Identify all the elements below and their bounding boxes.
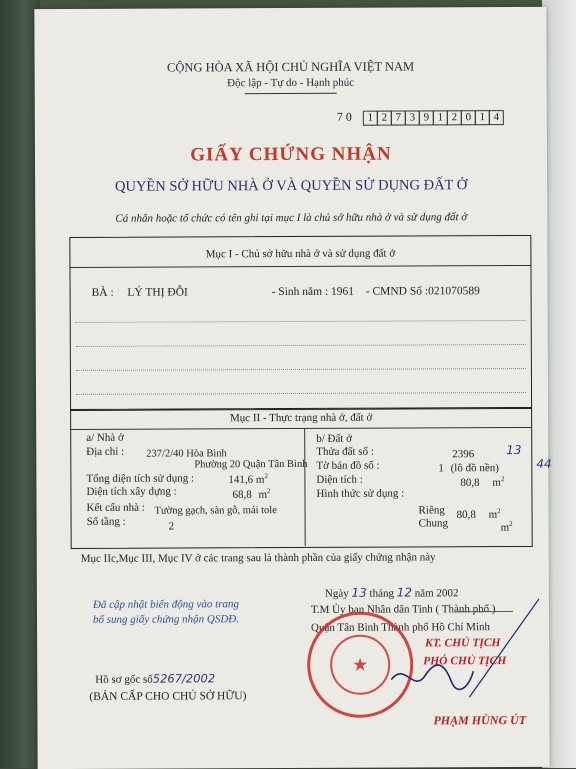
unit: m (501, 522, 510, 534)
serial-number (337, 109, 504, 126)
map-note: (lô đồ nền) (451, 462, 499, 474)
copy-for-owner: (BẢN CẤP CHO CHỦ SỞ HỮU) (89, 690, 246, 703)
serial-prefix: 7 0 (337, 110, 352, 124)
structure-label: Kết cấu nhà : (86, 502, 144, 514)
republic-heading: CỘNG HÒA XÃ HỘI CHỦ NGHĨA VIỆT NAM (35, 59, 547, 76)
unit: m (492, 477, 501, 489)
day-label: Ngày (325, 588, 349, 600)
total-area-value: 141,6 $m^2$ (228, 472, 268, 486)
owner-row (92, 286, 188, 298)
document-subtitle: QUYỀN SỞ HỮU NHÀ Ở VÀ QUYỀN SỬ DỤNG ĐẤT Ở (35, 177, 547, 196)
serial-digit: 3 (405, 110, 420, 125)
motto: Độc lập - Tự do - Hạnh phúc (35, 76, 547, 90)
owner-birth-id (272, 285, 480, 298)
serial-digit: 1 (475, 110, 490, 125)
intro-text: Cá nhân hoặc tổ chức có tên ghi tại mục I là chủ sở hữu nhà ở và sử dụng đất ở (35, 211, 547, 225)
build-area-number: 68,8 (232, 489, 251, 501)
land-area-number: 80,8 (460, 477, 479, 489)
month-value: 12 (397, 585, 412, 599)
serial-digit: 1 (433, 110, 448, 125)
total-area-label: Tổng diện tích sử dụng : (86, 472, 194, 484)
document-title: GIẤY CHỨNG NHẬN (35, 143, 547, 167)
role-deputy-label: KT. CHỦ TỊCH (425, 637, 500, 649)
structure-value: Tường gạch, sàn gỗ, mái tole (155, 505, 277, 517)
map-label: Tờ bản đồ số : (316, 460, 379, 472)
certificate-page (34, 7, 549, 769)
private-number: 80,8 (457, 509, 476, 521)
unit: m (489, 509, 498, 521)
unit: m (256, 474, 265, 486)
address-line1: 237/2/40 Hòa Bình (146, 448, 227, 459)
owner-prefix: BÀ : (92, 287, 114, 299)
month-label: tháng (369, 588, 394, 600)
land-area-label: Diện tích : (316, 474, 362, 486)
birth-label: - Sinh năm : (272, 286, 329, 298)
map-number: 1 (438, 462, 444, 474)
total-area-number: 141,6 (228, 474, 253, 486)
build-area-label: Diện tích xây dựng : (86, 486, 176, 498)
section1-heading: Mục I - Chủ sở hữu nhà ở và sử dụng đất ở (69, 247, 531, 261)
serial-digit: 2 (447, 110, 462, 125)
file-number-value: 5267/2002 (153, 671, 215, 685)
star-icon: ★ (332, 655, 388, 676)
day-value: 13 (351, 586, 366, 600)
birth-year: 1961 (331, 286, 354, 298)
private-label: Riêng (419, 504, 445, 516)
shared-value: $m^2$ (457, 520, 513, 534)
house-label: a/ Nhà ở (86, 432, 124, 444)
signer-name: PHẠM HÙNG ÚT (433, 713, 526, 728)
serial-digit: 7 (391, 111, 406, 126)
shared-label: Chung (419, 517, 448, 529)
id-number: 021070589 (428, 285, 480, 297)
section1-frame (69, 235, 532, 411)
year-value: 2002 (436, 587, 458, 599)
update-note-line2: bổ sung giấy chứng nhận QSDĐ. (93, 613, 239, 626)
plot-value: 2396 (452, 448, 474, 460)
update-note-line1: Đã cập nhật biến động vào trang (93, 598, 239, 611)
unit: m (258, 489, 267, 501)
role-vice-chairman: PHÓ CHỦ TỊCH (423, 655, 506, 667)
section2-heading: Mục II - Thực trạng nhà ở, đất ở (70, 411, 532, 425)
use-form-label: Hình thức sử dụng : (316, 488, 404, 500)
floors-value: 2 (169, 521, 175, 533)
plot-handwritten-note: 13 (506, 443, 521, 457)
serial-digit: 9 (419, 110, 434, 125)
serial-digit: 4 (489, 110, 504, 125)
plot-label: Thửa đất số : (316, 446, 374, 458)
handwritten-strike (409, 597, 549, 708)
serial-digit: 2 (377, 111, 392, 126)
authority-line1: T.M Ủy ban Nhân dân Tỉnh ( Thành phố ) (311, 603, 496, 616)
serial-digit: 0 (461, 110, 476, 125)
map-value (438, 462, 499, 474)
land-area-value: 80,8 $m^2$ (460, 475, 504, 489)
file-label: Hồ sơ gốc số (95, 674, 153, 686)
footer-note: Mục IIc,Mục III, Mục IV ở các trang sau là thành phần của giấy chứng nhận này (81, 551, 436, 565)
build-area-value: 68,8 $m^2$ (232, 487, 270, 501)
file-number (95, 671, 215, 686)
motto-underline (245, 93, 337, 94)
map-handwritten-note: 44 (536, 457, 551, 471)
floors-label: Số tầng : (87, 516, 126, 528)
address-label: Địa chỉ : (86, 446, 124, 458)
private-value: 80,8 $m^2$ (457, 507, 501, 521)
seal-inner-ring (330, 635, 390, 695)
authority-line2: Quận Tân Bình Thành phố Hồ Chí Minh (311, 621, 490, 634)
owner-name: LÝ THỊ ĐỖI (127, 286, 188, 298)
serial-digit: 1 (363, 111, 378, 126)
land-label: b/ Đất ở (316, 433, 352, 445)
address-line2: Phường 20 Quận Tân Bình (194, 459, 307, 470)
year-label: năm (415, 587, 434, 599)
id-label: - CMND Số : (366, 285, 428, 297)
